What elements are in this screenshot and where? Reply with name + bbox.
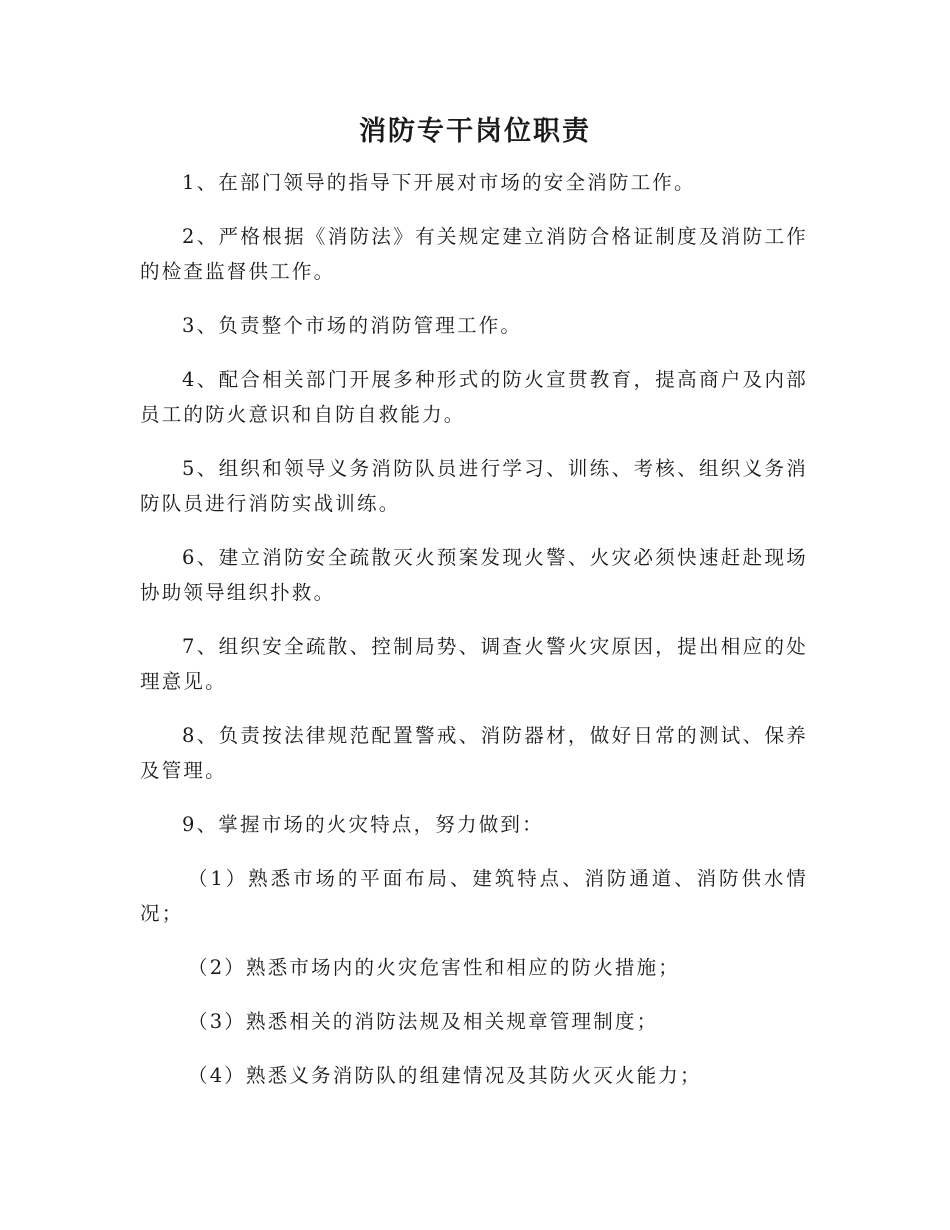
- duty-item-7: 7、组织安全疏散、控制局势、调查火警火灾原因，提出相应的处理意见。: [140, 635, 808, 693]
- document-body: [140, 165, 808, 1093]
- duty-item-2: 2、严格根据《消防法》有关规定建立消防合格证制度及消防工作的检查监督供工作。: [140, 225, 808, 283]
- sub-item-3: （3）熟悉相关的消防法规及相关规章管理制度；: [188, 1010, 659, 1033]
- sub-item-4: （4）熟悉义务消防队的组建情况及其防火灭火能力；: [188, 1064, 702, 1087]
- duty-item-1: 1、在部门领导的指导下开展对市场的安全消防工作。: [182, 171, 696, 194]
- duty-item-8: 8、负责按法律规范配置警戒、消防器材，做好日常的测试、保养及管理。: [140, 724, 808, 782]
- duty-item-3: 3、负责整个市场的消防管理工作。: [182, 314, 523, 337]
- sub-item-1: （1）熟悉市场的平面布局、建筑特点、消防通道、消防供水情况；: [140, 867, 808, 925]
- duty-item-5: 5、组织和领导义务消防队员进行学习、训练、考核、组织义务消防队员进行消防实战训练。: [140, 457, 808, 515]
- sub-item-2: （2）熟悉市场内的火灾危害性和相应的防火措施；: [188, 956, 681, 979]
- duty-item-4: 4、配合相关部门开展多种形式的防火宣贯教育，提高商户及内部员工的防火意识和自防自救能力。: [140, 368, 808, 426]
- duty-item-6: 6、建立消防安全疏散灭火预案发现火警、火灾必须快速赶赴现场协助领导组织扑救。: [140, 546, 808, 604]
- duty-item-9: 9、掌握市场的火灾特点，努力做到：: [182, 813, 544, 836]
- page-title: 消防专干岗位职责: [359, 116, 591, 147]
